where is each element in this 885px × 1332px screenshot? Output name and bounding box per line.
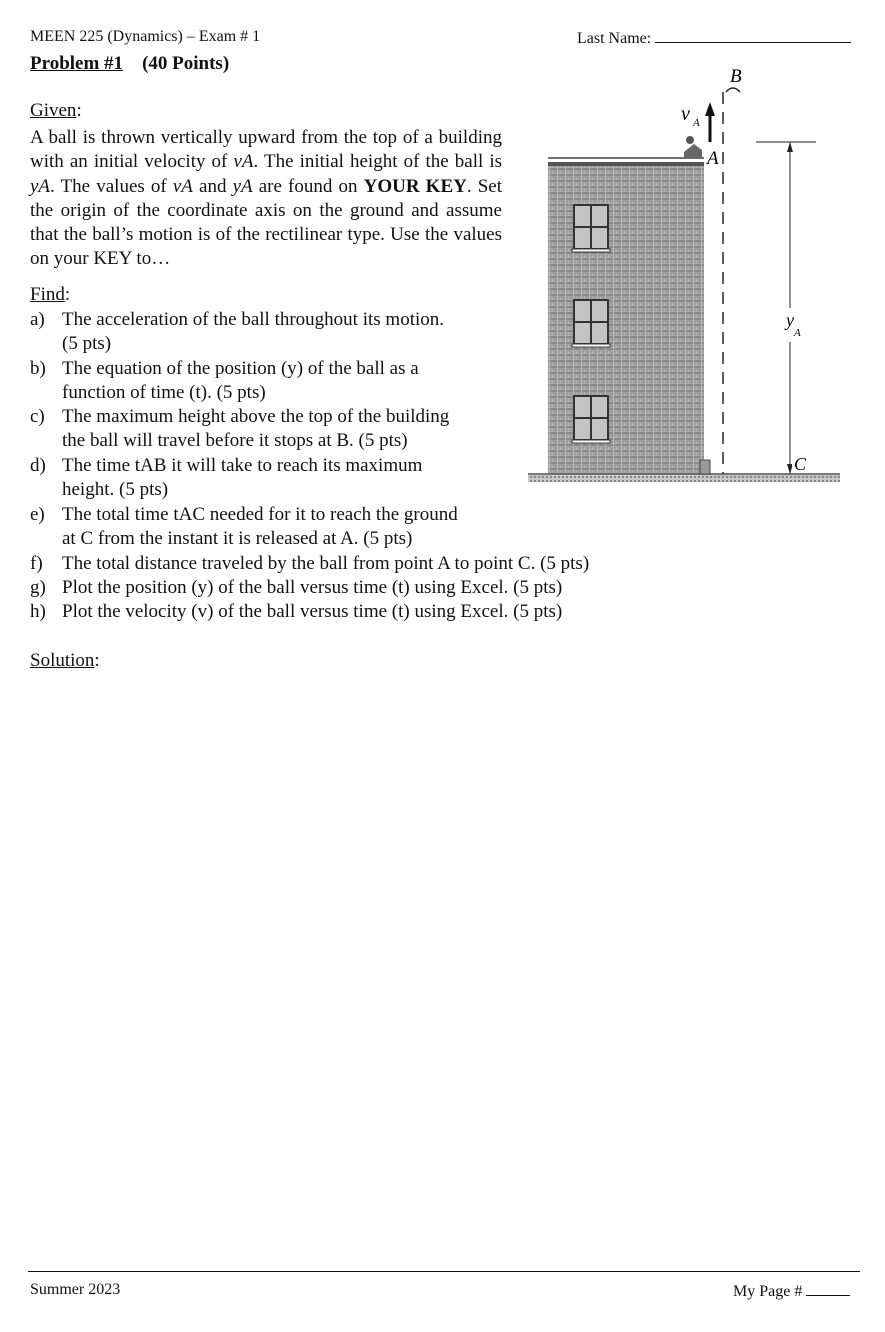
label-vA: v: [681, 103, 690, 125]
last-name-field: [577, 28, 851, 48]
problem-number: Problem #1: [30, 53, 124, 74]
svg-text:A: A: [693, 117, 700, 129]
page-number-label: My Page #: [733, 1283, 803, 1300]
window-icon: [574, 205, 608, 249]
label-A: A: [707, 148, 719, 169]
footer-divider: [28, 1271, 860, 1272]
find-heading: Find:: [30, 284, 71, 305]
solution-heading: Solution:: [30, 650, 100, 671]
course-header: MEEN 225 (Dynamics) – Exam # 1: [30, 28, 261, 45]
var-vA: vA: [233, 151, 254, 173]
label-C: C: [794, 454, 807, 474]
ground: [528, 474, 840, 482]
problem-title: [30, 53, 229, 75]
footer-term: Summer 2023: [30, 1281, 121, 1298]
building-wall: [548, 164, 704, 476]
page-number-blank[interactable]: [806, 1281, 850, 1296]
apex-arc: [726, 88, 740, 92]
person-icon: [684, 144, 702, 158]
window-icon: [574, 396, 608, 440]
given-paragraph: A ball is thrown vertically upward from the top of a building with an initial velocity of vA. The initial height of the ball is yA. The values of vA and yA are found on YOUR KEY. Set the origin of the coordinate axis on the ground and assume that the ball’s motion is of the rectilinear type. Use the values on your KEY to…: [30, 127, 502, 270]
last-name-blank[interactable]: [655, 28, 851, 43]
building-figure: [526, 60, 846, 500]
label-yA: y: [786, 310, 794, 330]
page-number-field: [733, 1281, 850, 1301]
last-name-label: Last Name:: [577, 30, 652, 47]
svg-text:A: A: [794, 327, 801, 339]
your-key: YOUR KEY: [363, 175, 467, 197]
label-B: B: [730, 66, 742, 87]
ball: [686, 136, 694, 144]
window-icon: [574, 300, 608, 344]
var-yA: yA: [30, 175, 51, 197]
given-heading: Given:: [30, 100, 82, 121]
problem-points: (40 Points): [142, 53, 230, 74]
roof-edge: [548, 162, 704, 166]
